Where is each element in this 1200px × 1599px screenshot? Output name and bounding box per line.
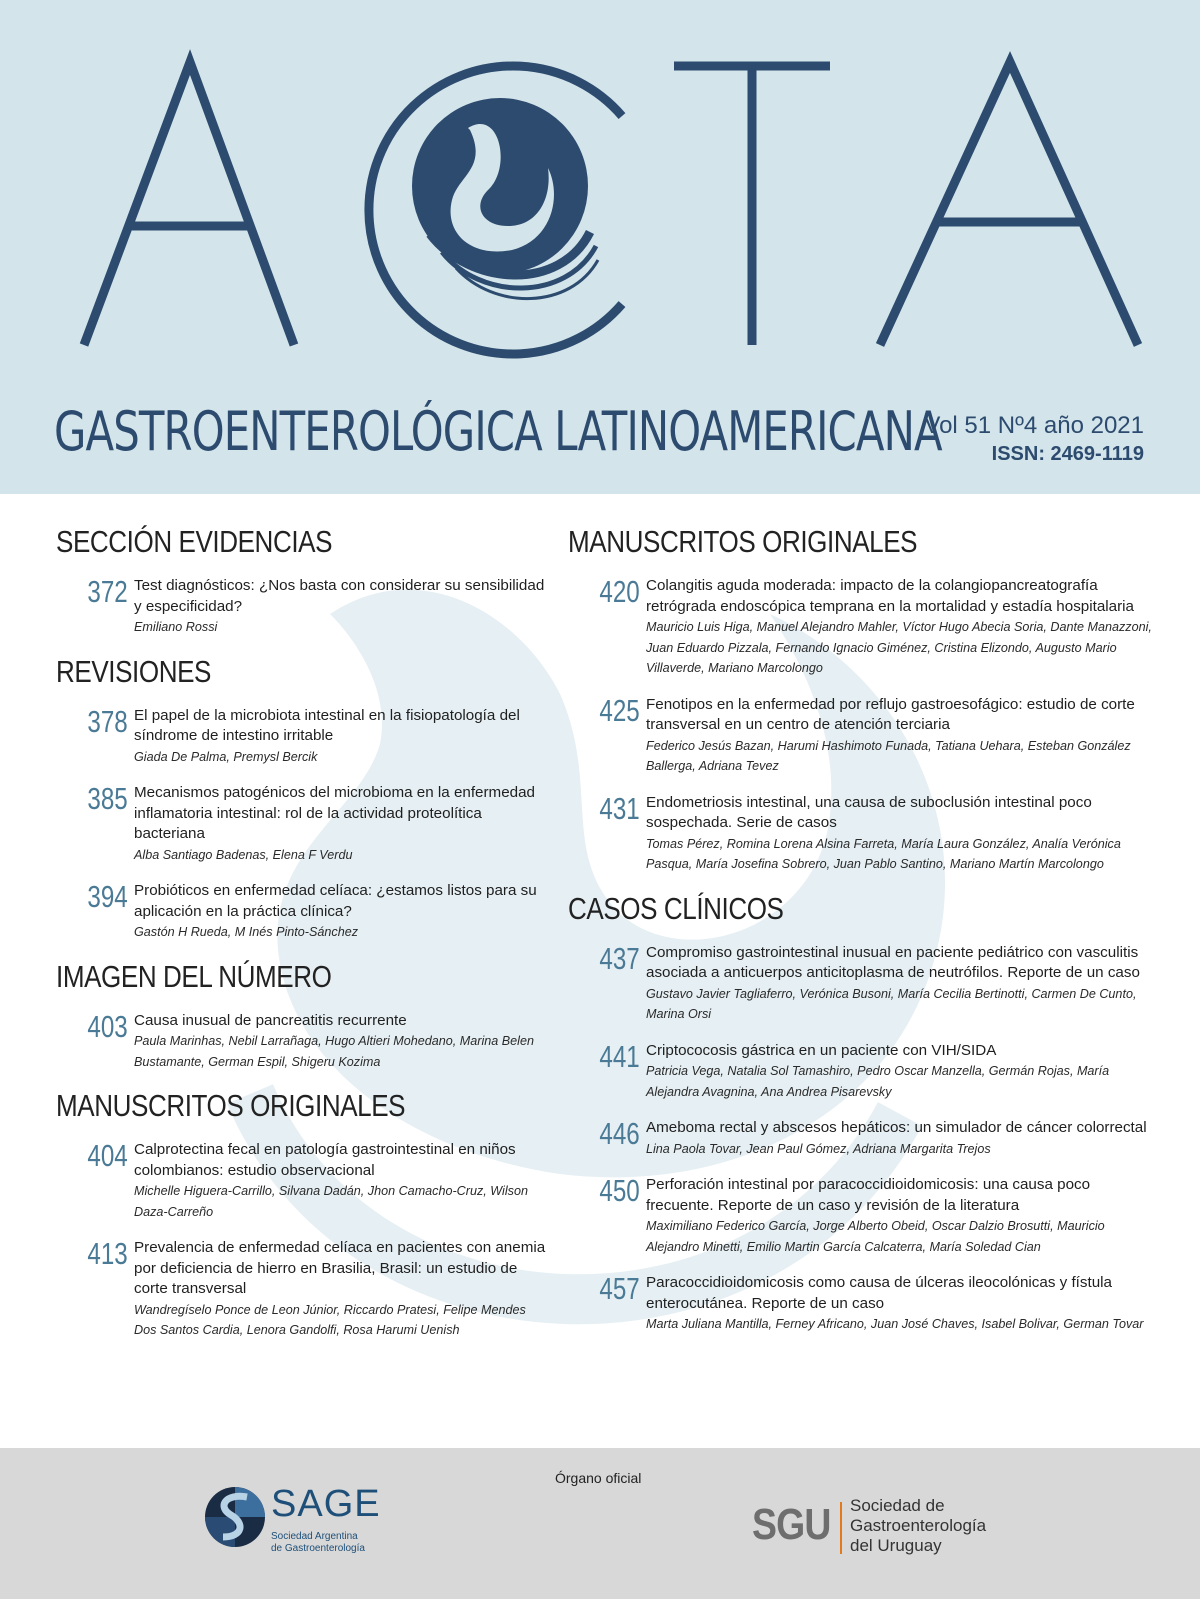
page-number: 441 (599, 1038, 640, 1074)
page-number: 385 (87, 781, 128, 816)
toc-entry[interactable] (568, 1175, 1154, 1257)
article-authors: Gastón H Rueda, M Inés Pinto-Sánchez (134, 925, 359, 939)
article-authors: Lina Paola Tovar, Jean Paul Gómez, Adriana Margarita Trejos (646, 1141, 991, 1156)
article-title: Prevalencia de enfermedad celíaca en pacientes con anemia por deficiencia de hierro en Brasilia, Brasil: un estudio de corte transversal (134, 1239, 546, 1297)
toc-entry[interactable] (568, 1038, 1154, 1103)
article-title: Perforación intestinal por paracoccidioidomicosis: una causa poco frecuente. Reporte de un caso y revisión de la literatura (646, 1176, 1091, 1214)
toc-entry[interactable] (568, 1118, 1154, 1159)
article-title: Ameboma rectal y abscesos hepáticos: un simulador de cáncer colorrectal (646, 1119, 1147, 1136)
article-title: Paracoccidioidomicosis como causa de úlceras ileocolónicas y fístula enterocutánea. Reporte de un caso (646, 1274, 1112, 1312)
right-column (568, 524, 1154, 1351)
article-authors: Alba Santiago Badenas, Elena F Verdu (134, 847, 353, 862)
section-title: SECCIÓN EVIDENCIAS (56, 524, 333, 559)
toc-entry[interactable] (568, 576, 1154, 679)
section-revisiones (56, 654, 546, 943)
article-authors: Wandregíselo Ponce de Leon Júnior, Riccardo Pratesi, Felipe Mendes Dos Santos Cardia, Lenora Gandolfi, Rosa Harumi Uenish (134, 1302, 526, 1337)
page-number: 404 (87, 1138, 128, 1173)
section-manuscritos-originales-right (568, 524, 1154, 875)
article-title: El papel de la microbiota intestinal en la fisiopatología del síndrome de intestino irritable (134, 706, 520, 744)
section-imagen-del-numero (56, 959, 546, 1073)
page-number: 413 (87, 1236, 128, 1271)
sage-name: SAGE (271, 1483, 381, 1525)
article-title: Colangitis aguda moderada: impacto de la colangiopancreatografía retrógrada endoscópica temprana en la mortalidad y estadía hospitalaria (646, 577, 1134, 615)
article-authors: Tomas Pérez, Romina Lorena Alsina Farreta, María Laura González, Analía Verónica Pasqua, María Josefina Sobrero, Juan Pablo Santino, Mariano Martín Marcolongo (646, 836, 1121, 871)
sage-subtitle-line: de Gastroenterología (271, 1543, 365, 1554)
sgu-full-name (850, 1496, 986, 1556)
page-number: 403 (87, 1008, 128, 1044)
section-casos-clinicos (568, 891, 1154, 1335)
page-number: 457 (599, 1271, 640, 1306)
issue-volume: Vol 51 Nº4 año 2021 (924, 412, 1144, 439)
article-authors: Maximiliano Federico García, Jorge Alberto Obeid, Oscar Dalzio Brosutti, Mauricio Alejandro Minetti, Emilio Martin García Calcaterra, María Soledad Cian (646, 1219, 1105, 1254)
toc-entry[interactable] (568, 790, 1154, 875)
toc-entry[interactable] (56, 703, 546, 768)
toc-entry[interactable] (56, 1008, 546, 1073)
page-number: 372 (87, 574, 128, 609)
sgu-divider (840, 1502, 842, 1554)
section-title: IMAGEN DEL NÚMERO (56, 958, 332, 994)
stomach-emblem-icon (412, 98, 598, 299)
toc-entry[interactable] (568, 692, 1154, 777)
page-number: 425 (599, 692, 640, 728)
section-title: MANUSCRITOS ORIGINALES (56, 1088, 406, 1123)
page-number: 437 (599, 940, 640, 976)
article-authors: Patricia Vega, Natalia Sol Tamashiro, Pedro Oscar Manzella, Germán Rojas, María Alejandra Avagnina, Ana Andrea Pisarevsky (646, 1064, 1110, 1099)
section-title: CASOS CLÍNICOS (568, 890, 784, 926)
section-title: MANUSCRITOS ORIGINALES (568, 524, 918, 559)
cover-header (0, 0, 1200, 494)
article-title: Mecanismos patogénicos del microbioma en la enfermedad inflamatoria intestinal: rol de la actividad proteolítica bacteriana (134, 784, 535, 842)
article-authors: Marta Juliana Mantilla, Ferney Africano, Juan José Chaves, Isabel Bolivar, German Tovar (646, 1317, 1144, 1331)
acta-letter-a1 (84, 62, 294, 345)
article-title: Calprotectina fecal en patología gastrointestinal en niños colombianos: estudio observacional (134, 1141, 516, 1179)
article-authors: Mauricio Luis Higa, Manuel Alejandro Mahler, Víctor Hugo Abecia Soria, Dante Manazzoni, Juan Eduardo Pizzala, Fernando Ignacio Giménez, Cristina Elizondo, Augusto Mario Villaverde, Mariano Marcolongo (646, 620, 1152, 675)
toc-entry[interactable] (568, 940, 1154, 1025)
page-number: 431 (599, 790, 640, 826)
page-number: 446 (599, 1116, 640, 1151)
article-title: Test diagnósticos: ¿Nos basta con considerar su sensibilidad y especificidad? (134, 577, 545, 615)
article-authors: Gustavo Javier Tagliaferro, Verónica Busoni, María Cecilia Bertinotti, Carmen De Cunto, Marina Orsi (646, 986, 1137, 1021)
sgu-name-line: Gastroenterología (850, 1516, 987, 1535)
article-title: Fenotipos en la enfermedad por reflujo gastroesofágico: estudio de corte transversal en un centro de atención terciaria (646, 695, 1135, 733)
issue-issn: ISSN: 2469-1119 (991, 443, 1144, 465)
toc-entry[interactable] (56, 881, 546, 943)
sage-subtitle (271, 1531, 365, 1555)
article-authors: Paula Marinhas, Nebil Larrañaga, Hugo Altieri Mohedano, Marina Belen Bustamante, German Espil, Shigeru Kozima (134, 1034, 534, 1069)
article-authors: Michelle Higuera-Carrillo, Silvana Dadán, Jhon Camacho-Cruz, Wilson Daza-Carreño (134, 1184, 528, 1219)
sgu-name-line: del Uruguay (850, 1536, 942, 1555)
sgu-name-line: Sociedad de (850, 1496, 945, 1515)
section-manuscritos-originales-left (56, 1088, 546, 1341)
sage-logo (203, 1475, 381, 1564)
toc-entry[interactable] (56, 783, 546, 865)
article-title: Causa inusual de pancreatitis recurrente (134, 1011, 407, 1029)
page-number: 378 (87, 703, 128, 739)
toc-entry[interactable] (568, 1273, 1154, 1335)
section-evidencias (56, 524, 546, 638)
article-authors: Giada De Palma, Premysl Bercik (134, 749, 318, 764)
issue-info (924, 412, 1144, 466)
article-title: Compromiso gastrointestinal inusual en paciente pediátrico con vasculitis asociada a anticuerpos anticitoplasma de neutrófilos. Reporte de un caso (646, 943, 1140, 981)
page-number: 450 (599, 1173, 640, 1208)
acta-letter-a2 (880, 62, 1138, 345)
acta-logo (0, 0, 1200, 400)
page-number: 420 (599, 574, 640, 609)
article-authors: Emiliano Rossi (134, 620, 218, 634)
toc-entry[interactable] (56, 1140, 546, 1222)
article-title: Endometriosis intestinal, una causa de suboclusión intestinal poco sospechada. Serie de casos (646, 793, 1092, 831)
sage-emblem-icon (203, 1475, 267, 1559)
toc-entry[interactable] (56, 1238, 546, 1341)
cover-footer (0, 1448, 1200, 1599)
page-number: 394 (87, 879, 128, 914)
journal-title: GASTROENTEROLÓGICA LATINOAMERICANA (54, 400, 942, 463)
section-title: REVISIONES (56, 653, 211, 689)
sage-subtitle-line: Sociedad Argentina (271, 1531, 358, 1542)
sgu-name: SGU (752, 1500, 831, 1549)
article-title: Criptococosis gástrica en un paciente con VIH/SIDA (646, 1041, 997, 1059)
article-title: Probióticos en enfermedad celíaca: ¿estamos listos para su aplicación en la práctica clínica? (134, 882, 537, 920)
article-authors: Federico Jesús Bazan, Harumi Hashimoto Funada, Tatiana Uehara, Esteban González Ballerga, Adriana Tevez (646, 738, 1131, 773)
organo-oficial-label: Órgano oficial (555, 1470, 642, 1486)
left-column (56, 524, 546, 1357)
toc-entry[interactable] (56, 576, 546, 638)
